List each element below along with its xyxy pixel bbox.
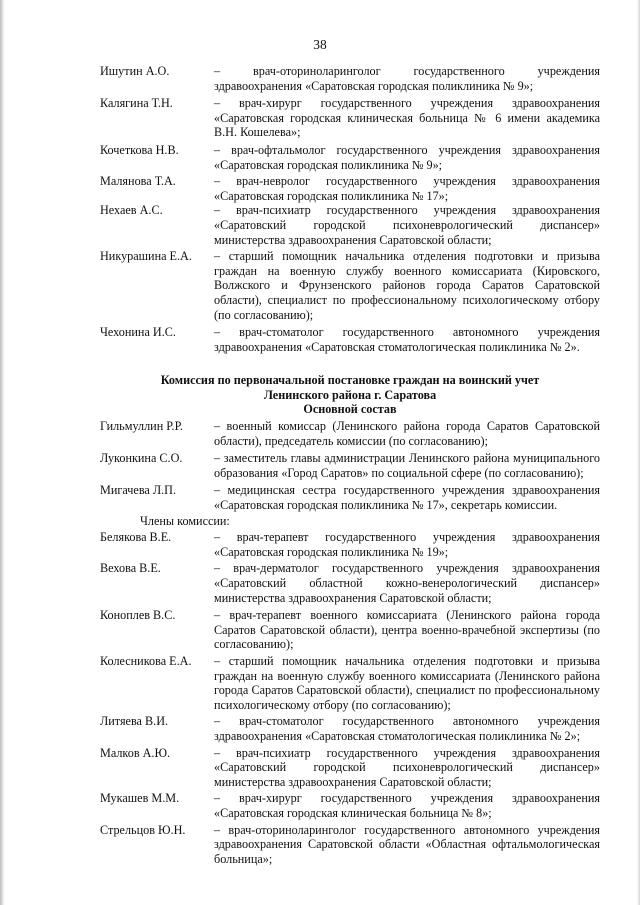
member-row xyxy=(100,203,600,247)
member-role: – врач-стоматолог государственного автономного учреждения здравоохранения «Саратовская стоматологическая поликлиника № 2»; xyxy=(214,714,600,743)
member-role: – заместитель главы администрации Ленинского района муниципального образования «Город Саратов» по социальной сфере (по согласованию); xyxy=(214,451,600,480)
member-name: Стрельцов Ю.Н. xyxy=(100,822,186,837)
member-row xyxy=(100,823,600,867)
member-role: – врач-оториноларинголог государственного автономного учреждения здравоохранения Саратовской области «Областная офтальмологическая больница»; xyxy=(214,822,600,866)
member-role: – военный комиссар (Ленинского района города Саратов Саратовской области), председатель комиссии (по согласованию); xyxy=(214,419,600,448)
members-heading: Члены комиссии: xyxy=(140,513,230,528)
commission-title: Комиссия по первоначальной постановке граждан на воинский учет xyxy=(160,373,540,388)
member-name: Никурашина Е.А. xyxy=(100,249,192,264)
member-row xyxy=(100,325,600,354)
member-role: – врач-терапевт государственного учреждения здравоохранения «Саратовская городская поликлиника № 19»; xyxy=(214,530,600,559)
main-composition-list xyxy=(100,419,600,866)
member-row xyxy=(100,714,600,743)
member-name: Мигачева Л.П. xyxy=(100,483,177,498)
member-role: – врач-невролог государственного учреждения здравоохранения «Саратовская городская поликлиника № 17»; xyxy=(214,174,600,203)
member-name: Белякова В.Е. xyxy=(100,530,172,545)
member-role: – врач-офтальмолог государственного учреждения здравоохранения «Саратовская городская поликлиника № 9»; xyxy=(214,142,600,172)
member-role: – старший помощник начальника отделения подготовки и призыва граждан на военную службу военного комиссариата (Кировского, Волжского и Фрунзенского районов города Саратов Саратовской области), специалист по профессиональному психологическому отбору (по согласованию); xyxy=(214,249,600,322)
member-name: Чехонина И.С. xyxy=(100,325,176,340)
member-role: – врач-психиатр государственного учреждения здравоохранения «Саратовский городской психоневрологический диспансер» министерства здравоохранения Саратовской области; xyxy=(214,203,600,247)
member-name: Вехова В.Е. xyxy=(100,561,161,576)
commission-district: Ленинского района г. Саратова xyxy=(263,387,437,402)
member-name: Калягина Т.Н. xyxy=(100,96,173,111)
member-role: – врач-дерматолог государственного учреждения здравоохранения «Саратовский областной кожно-венерологический диспансер» министерства здравоохранения Саратовской области; xyxy=(214,561,600,605)
member-role: – врач-оториноларинголог государственного учреждения здравоохранения «Саратовская городская поликлиника № 9»; xyxy=(214,64,600,93)
member-row xyxy=(100,791,600,820)
member-name: Нехаев А.С. xyxy=(100,203,163,218)
page-number: 38 xyxy=(313,37,327,52)
member-name: Малков А.Ю. xyxy=(100,745,171,760)
scan-edge-left xyxy=(0,0,5,905)
member-name: Луконкина С.О. xyxy=(100,451,183,466)
member-name: Мукашев М.М. xyxy=(100,791,180,806)
member-row xyxy=(100,419,600,448)
members-list-top xyxy=(100,64,600,866)
member-role: – врач-психиатр государственного учреждения здравоохранения «Саратовский городской психоневрологический диспансер» министерства здравоохранения Саратовской области; xyxy=(214,745,600,789)
member-row xyxy=(100,249,600,322)
member-row xyxy=(100,746,600,790)
member-name: Коноплев В.С. xyxy=(100,608,176,623)
member-row xyxy=(100,654,600,712)
member-name: Ишутин А.О. xyxy=(100,64,170,78)
member-role: – медицинская сестра государственного учреждения здравоохранения «Саратовская городская поликлиника № 17», секретарь комиссии. xyxy=(214,483,600,513)
member-row xyxy=(100,483,600,512)
member-name: Гильмуллин Р.Р. xyxy=(100,419,183,434)
member-name: Кочеткова Н.В. xyxy=(100,142,179,157)
member-role: – врач-стоматолог государственного автономного учреждения здравоохранения «Саратовская стоматологическая поликлиника № 2». xyxy=(214,325,600,354)
member-row xyxy=(100,608,600,652)
member-name: Литяева В.И. xyxy=(100,714,169,729)
member-name: Малянова Т.А. xyxy=(100,174,176,189)
member-row xyxy=(100,530,600,559)
member-row xyxy=(100,561,600,605)
member-role: – врач-хирург государственного учреждения здравоохранения «Саратовская городская клиническая больница № 8»; xyxy=(214,791,600,820)
member-role: – старший помощник начальника отделения подготовки и призыва граждан на военную службу военного комиссариата (Ленинского района города Саратов Саратовской области), специалист по профессиональному психологическому отбору (по согласованию); xyxy=(214,653,600,712)
main-composition-heading: Основной состав xyxy=(303,402,397,417)
member-row xyxy=(100,174,600,203)
member-row xyxy=(100,96,600,140)
member-row xyxy=(100,451,600,480)
member-role: – врач-хирург государственного учреждения здравоохранения «Саратовская городская клиническая больница № 6 имени академика В.Н. Кошелева»; xyxy=(214,96,600,140)
member-name: Колесникова Е.А. xyxy=(100,653,192,668)
member-row xyxy=(100,64,600,93)
member-role: – врач-терапевт военного комиссариата (Ленинского района города Саратов Саратовской области), центра военно-врачебной экспертизы (по согласованию); xyxy=(214,608,600,652)
member-row xyxy=(100,143,600,172)
